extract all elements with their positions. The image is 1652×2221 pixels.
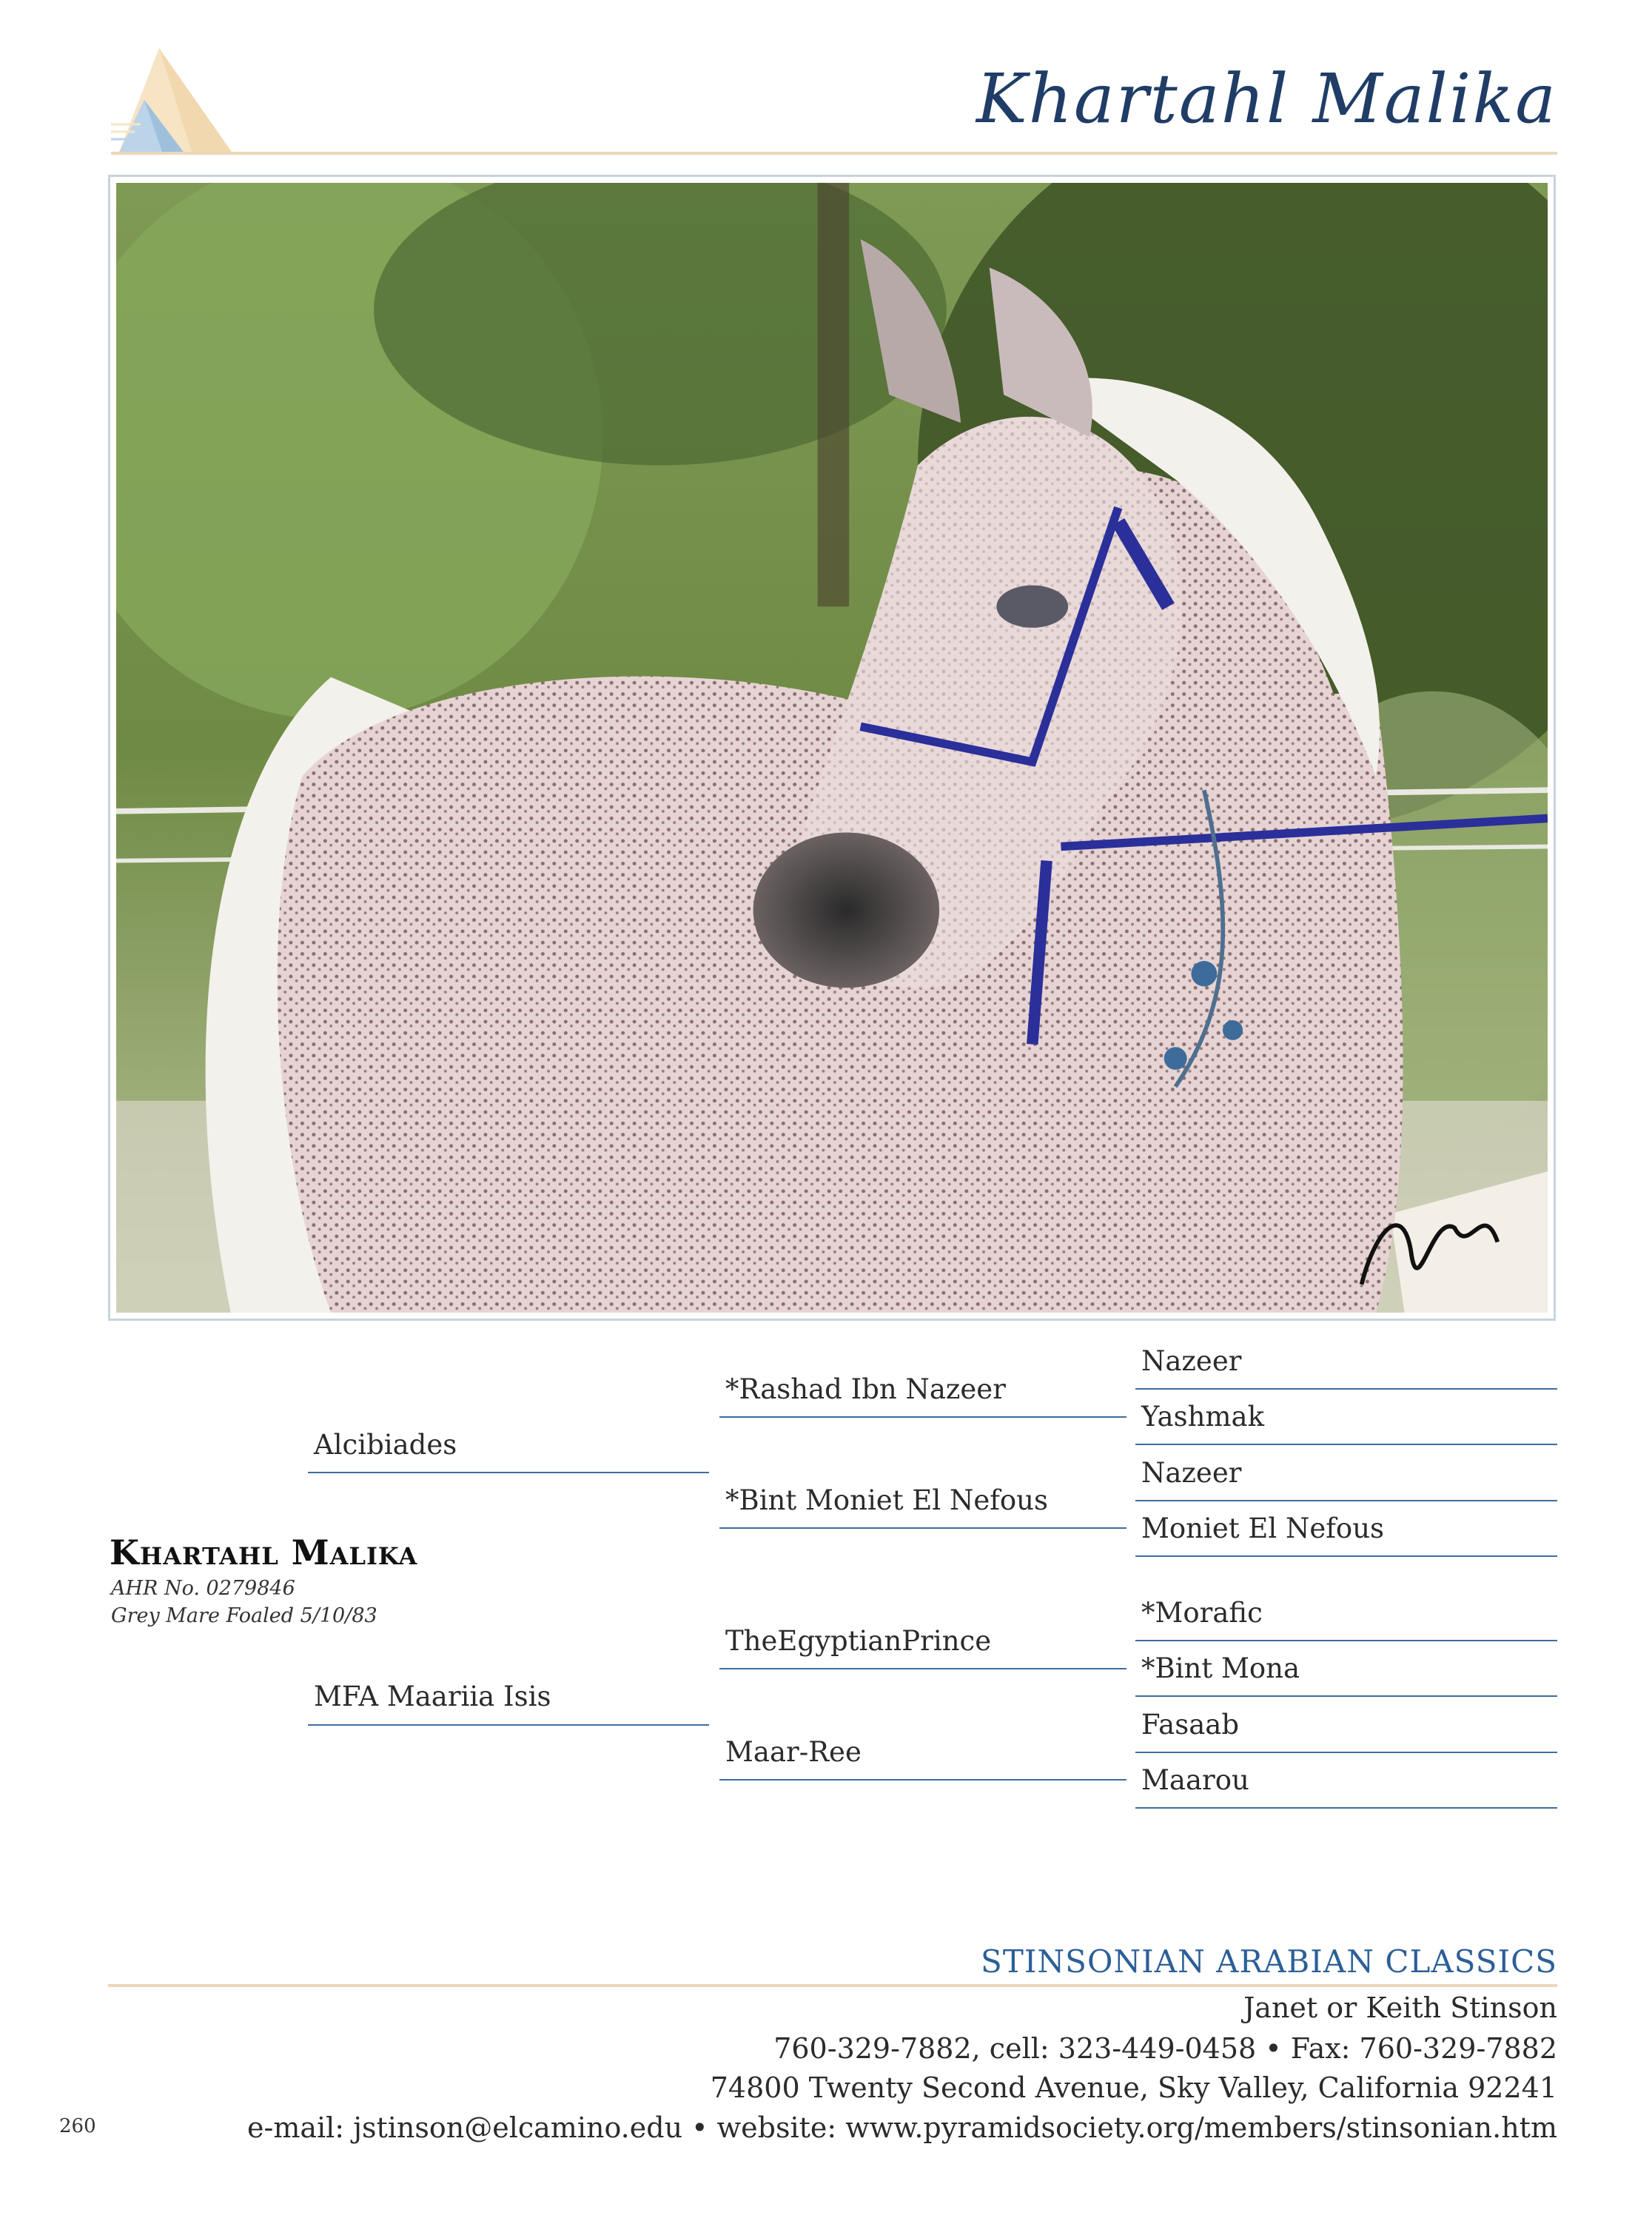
sire-line	[308, 1472, 709, 1473]
gen3-name: *Morafic	[1141, 1597, 1263, 1629]
web-contact-line: e-mail: jstinson@elcamino.edu • website: www.pyramidsociety.org/members/stinsonian.htm	[246, 2111, 1557, 2144]
horse-name: Khartahl Malika	[110, 1532, 418, 1572]
sire-dam-name: *Bint Moniet El Nefous	[725, 1484, 1048, 1516]
title-divider	[111, 152, 1557, 155]
gen3-name: *Bint Mona	[1141, 1652, 1300, 1684]
horse-description: Grey Mare Foaled 5/10/83	[111, 1604, 377, 1627]
gen3-name: Maarou	[1141, 1764, 1249, 1796]
page-number: 260	[59, 2115, 96, 2137]
sire-sire-name: *Rashad Ibn Nazeer	[725, 1373, 1006, 1405]
dam-name: MFA Maariia Isis	[314, 1681, 551, 1712]
gen3-line	[1135, 1388, 1557, 1390]
page-title: Khartahl Malika	[976, 59, 1557, 138]
gen3-name: Fasaab	[1141, 1709, 1240, 1741]
horse-photo-frame	[108, 175, 1556, 1321]
horse-photo	[116, 183, 1548, 1313]
gen3-line	[1135, 1752, 1557, 1753]
footer-divider	[108, 1984, 1557, 1987]
dam-dam-name: Maar-Ree	[725, 1736, 862, 1768]
phone-line: 760-329-7882, cell: 323-449-0458 • Fax: 760-329-7882	[773, 2032, 1557, 2065]
dam-sire-line	[719, 1668, 1126, 1669]
sire-dam-line	[719, 1527, 1126, 1529]
address-line: 74800 Twenty Second Avenue, Sky Valley, California 92241	[710, 2071, 1557, 2104]
dam-line	[308, 1724, 709, 1726]
dam-dam-line	[719, 1779, 1126, 1781]
gen3-line	[1135, 1444, 1557, 1445]
gen3-line	[1135, 1640, 1557, 1641]
gen3-name: Nazeer	[1141, 1345, 1242, 1377]
owners-line: Janet or Keith Stinson	[1243, 1991, 1557, 2024]
registration-number: AHR No. 0279846	[111, 1577, 295, 1600]
gen3-line	[1135, 1555, 1557, 1557]
gen3-name: Moniet El Nefous	[1141, 1513, 1385, 1544]
pyramid-logo-icon	[111, 44, 244, 155]
gen3-line	[1135, 1695, 1557, 1697]
gen3-line	[1135, 1807, 1557, 1809]
sire-name: Alcibiades	[314, 1429, 457, 1461]
dam-sire-name: TheEgyptianPrince	[725, 1625, 992, 1657]
gen3-line	[1135, 1500, 1557, 1501]
gen3-name: Yashmak	[1141, 1401, 1264, 1433]
farm-name: STINSONIAN ARABIAN CLASSICS	[981, 1943, 1557, 1980]
gen3-name: Nazeer	[1141, 1457, 1242, 1489]
sire-sire-line	[719, 1416, 1126, 1418]
